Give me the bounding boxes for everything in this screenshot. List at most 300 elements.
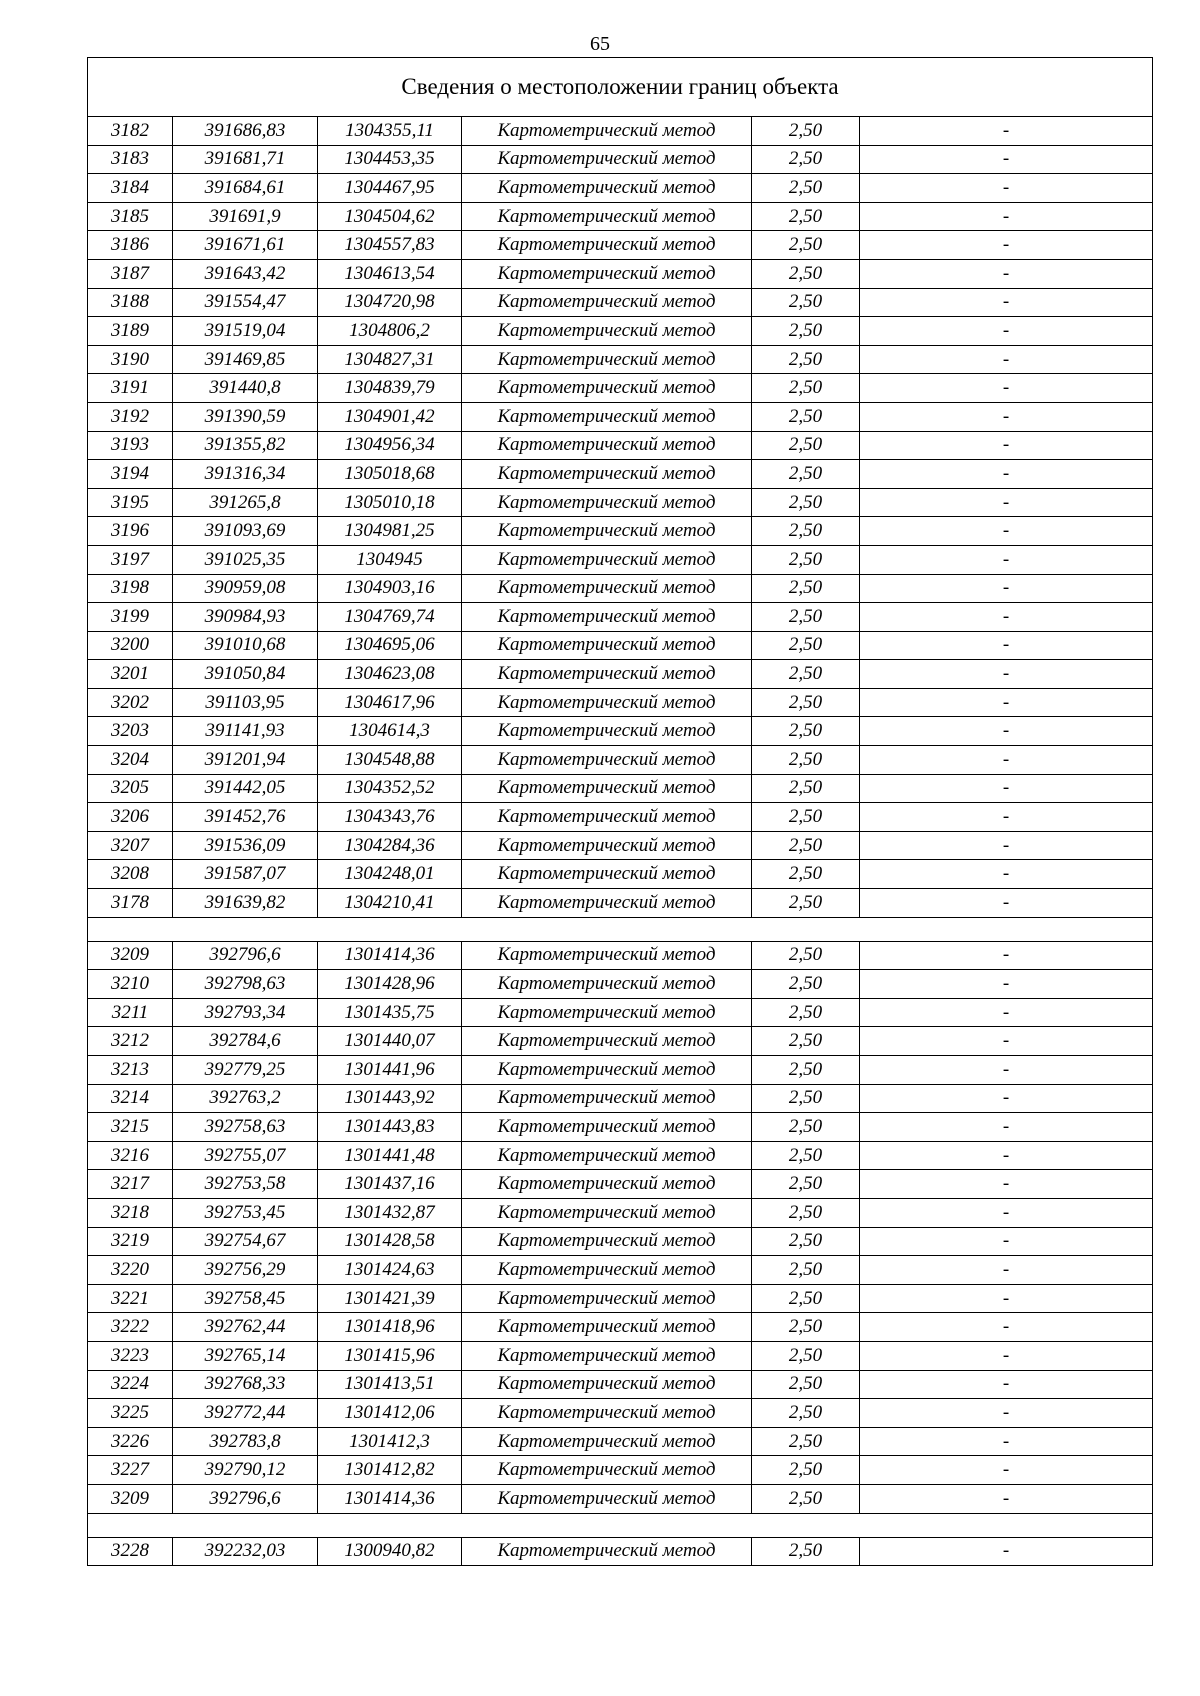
- table-row: [88, 1313, 1153, 1342]
- description-cell: -: [860, 1427, 1153, 1456]
- method-cell: Картометрический метод: [462, 259, 752, 288]
- table-body: [88, 58, 1153, 1566]
- description-cell: -: [860, 1113, 1153, 1142]
- method-cell: Картометрический метод: [462, 1141, 752, 1170]
- table-row: [88, 488, 1153, 517]
- method-cell: Картометрический метод: [462, 345, 752, 374]
- point-number-cell: 3193: [88, 431, 173, 460]
- y-coordinate-cell: 1301414,36: [318, 941, 462, 970]
- table-row: [88, 746, 1153, 775]
- accuracy-cell: 2,50: [752, 941, 860, 970]
- accuracy-cell: 2,50: [752, 431, 860, 460]
- description-cell: -: [860, 517, 1153, 546]
- table-row: [88, 860, 1153, 889]
- method-cell: Картометрический метод: [462, 774, 752, 803]
- y-coordinate-cell: 1304956,34: [318, 431, 462, 460]
- method-cell: Картометрический метод: [462, 1456, 752, 1485]
- accuracy-cell: 2,50: [752, 1537, 860, 1566]
- accuracy-cell: 2,50: [752, 117, 860, 146]
- x-coordinate-cell: 392753,58: [173, 1170, 318, 1199]
- method-cell: Картометрический метод: [462, 603, 752, 632]
- x-coordinate-cell: 391265,8: [173, 488, 318, 517]
- point-number-cell: 3203: [88, 717, 173, 746]
- accuracy-cell: 2,50: [752, 889, 860, 918]
- table-title: Сведения о местоположении границ объекта: [88, 58, 1153, 117]
- y-coordinate-cell: 1301440,07: [318, 1027, 462, 1056]
- y-coordinate-cell: 1301413,51: [318, 1370, 462, 1399]
- x-coordinate-cell: 391010,68: [173, 631, 318, 660]
- description-cell: -: [860, 1056, 1153, 1085]
- y-coordinate-cell: 1304903,16: [318, 574, 462, 603]
- point-number-cell: 3217: [88, 1170, 173, 1199]
- accuracy-cell: 2,50: [752, 1484, 860, 1513]
- y-coordinate-cell: 1304614,3: [318, 717, 462, 746]
- point-number-cell: 3222: [88, 1313, 173, 1342]
- description-cell: -: [860, 889, 1153, 918]
- description-cell: -: [860, 1313, 1153, 1342]
- point-number-cell: 3191: [88, 374, 173, 403]
- description-cell: -: [860, 1537, 1153, 1566]
- accuracy-cell: 2,50: [752, 574, 860, 603]
- description-cell: -: [860, 1170, 1153, 1199]
- table-row: [88, 1027, 1153, 1056]
- method-cell: Картометрический метод: [462, 746, 752, 775]
- description-cell: -: [860, 1456, 1153, 1485]
- y-coordinate-cell: 1301412,3: [318, 1427, 462, 1456]
- table-row: [88, 202, 1153, 231]
- accuracy-cell: 2,50: [752, 1427, 860, 1456]
- description-cell: -: [860, 1027, 1153, 1056]
- table-row: [88, 603, 1153, 632]
- method-cell: Картометрический метод: [462, 117, 752, 146]
- table-row: [88, 941, 1153, 970]
- description-cell: -: [860, 202, 1153, 231]
- method-cell: Картометрический метод: [462, 460, 752, 489]
- description-cell: -: [860, 746, 1153, 775]
- method-cell: Картометрический метод: [462, 998, 752, 1027]
- table-row: [88, 660, 1153, 689]
- y-coordinate-cell: 1304901,42: [318, 402, 462, 431]
- x-coordinate-cell: 391686,83: [173, 117, 318, 146]
- y-coordinate-cell: 1304695,06: [318, 631, 462, 660]
- accuracy-cell: 2,50: [752, 1198, 860, 1227]
- method-cell: Картометрический метод: [462, 631, 752, 660]
- separator-row: [88, 1513, 1153, 1537]
- point-number-cell: 3213: [88, 1056, 173, 1085]
- table-row: [88, 774, 1153, 803]
- table-row: [88, 1056, 1153, 1085]
- description-cell: -: [860, 288, 1153, 317]
- table-row: [88, 374, 1153, 403]
- point-number-cell: 3200: [88, 631, 173, 660]
- y-coordinate-cell: 1300940,82: [318, 1537, 462, 1566]
- y-coordinate-cell: 1304623,08: [318, 660, 462, 689]
- y-coordinate-cell: 1301432,87: [318, 1198, 462, 1227]
- description-cell: -: [860, 345, 1153, 374]
- accuracy-cell: 2,50: [752, 1313, 860, 1342]
- table-row: [88, 1227, 1153, 1256]
- accuracy-cell: 2,50: [752, 317, 860, 346]
- description-cell: -: [860, 717, 1153, 746]
- description-cell: -: [860, 941, 1153, 970]
- point-number-cell: 3216: [88, 1141, 173, 1170]
- point-number-cell: 3183: [88, 145, 173, 174]
- separator-row: [88, 917, 1153, 941]
- table-row: [88, 1141, 1153, 1170]
- y-coordinate-cell: 1304453,35: [318, 145, 462, 174]
- boundary-coordinates-table: [87, 57, 1153, 1566]
- method-cell: Картометрический метод: [462, 402, 752, 431]
- x-coordinate-cell: 391671,61: [173, 231, 318, 260]
- description-cell: -: [860, 1370, 1153, 1399]
- x-coordinate-cell: 392758,63: [173, 1113, 318, 1142]
- table-row: [88, 1284, 1153, 1313]
- table-row: [88, 889, 1153, 918]
- description-cell: -: [860, 860, 1153, 889]
- point-number-cell: 3228: [88, 1537, 173, 1566]
- y-coordinate-cell: 1301424,63: [318, 1256, 462, 1285]
- point-number-cell: 3212: [88, 1027, 173, 1056]
- accuracy-cell: 2,50: [752, 231, 860, 260]
- point-number-cell: 3187: [88, 259, 173, 288]
- x-coordinate-cell: 392768,33: [173, 1370, 318, 1399]
- point-number-cell: 3219: [88, 1227, 173, 1256]
- table-row: [88, 288, 1153, 317]
- accuracy-cell: 2,50: [752, 746, 860, 775]
- accuracy-cell: 2,50: [752, 174, 860, 203]
- x-coordinate-cell: 391554,47: [173, 288, 318, 317]
- x-coordinate-cell: 392784,6: [173, 1027, 318, 1056]
- method-cell: Картометрический метод: [462, 889, 752, 918]
- table-row: [88, 1170, 1153, 1199]
- description-cell: -: [860, 970, 1153, 999]
- accuracy-cell: 2,50: [752, 774, 860, 803]
- y-coordinate-cell: 1301412,82: [318, 1456, 462, 1485]
- method-cell: Картометрический метод: [462, 545, 752, 574]
- point-number-cell: 3205: [88, 774, 173, 803]
- point-number-cell: 3210: [88, 970, 173, 999]
- y-coordinate-cell: 1304806,2: [318, 317, 462, 346]
- table-row: [88, 1341, 1153, 1370]
- table-title-row: [88, 58, 1153, 117]
- table-row: [88, 1198, 1153, 1227]
- method-cell: Картометрический метод: [462, 970, 752, 999]
- y-coordinate-cell: 1304467,95: [318, 174, 462, 203]
- table-row: [88, 402, 1153, 431]
- x-coordinate-cell: 391355,82: [173, 431, 318, 460]
- table-row: [88, 1456, 1153, 1485]
- point-number-cell: 3209: [88, 941, 173, 970]
- y-coordinate-cell: 1304720,98: [318, 288, 462, 317]
- method-cell: Картометрический метод: [462, 717, 752, 746]
- table-row: [88, 998, 1153, 1027]
- method-cell: Картометрический метод: [462, 803, 752, 832]
- accuracy-cell: 2,50: [752, 970, 860, 999]
- description-cell: -: [860, 603, 1153, 632]
- accuracy-cell: 2,50: [752, 374, 860, 403]
- description-cell: -: [860, 1341, 1153, 1370]
- method-cell: Картометрический метод: [462, 1313, 752, 1342]
- y-coordinate-cell: 1304248,01: [318, 860, 462, 889]
- table-row: [88, 1084, 1153, 1113]
- accuracy-cell: 2,50: [752, 998, 860, 1027]
- accuracy-cell: 2,50: [752, 1084, 860, 1113]
- table-row: [88, 688, 1153, 717]
- accuracy-cell: 2,50: [752, 1113, 860, 1142]
- table-row: [88, 431, 1153, 460]
- description-cell: -: [860, 431, 1153, 460]
- method-cell: Картометрический метод: [462, 1113, 752, 1142]
- y-coordinate-cell: 1304769,74: [318, 603, 462, 632]
- point-number-cell: 3192: [88, 402, 173, 431]
- method-cell: Картометрический метод: [462, 145, 752, 174]
- method-cell: Картометрический метод: [462, 1056, 752, 1085]
- point-number-cell: 3178: [88, 889, 173, 918]
- point-number-cell: 3188: [88, 288, 173, 317]
- accuracy-cell: 2,50: [752, 803, 860, 832]
- y-coordinate-cell: 1304839,79: [318, 374, 462, 403]
- accuracy-cell: 2,50: [752, 1341, 860, 1370]
- point-number-cell: 3218: [88, 1198, 173, 1227]
- method-cell: Картометрический метод: [462, 231, 752, 260]
- y-coordinate-cell: 1301414,36: [318, 1484, 462, 1513]
- description-cell: -: [860, 259, 1153, 288]
- point-number-cell: 3206: [88, 803, 173, 832]
- y-coordinate-cell: 1304352,52: [318, 774, 462, 803]
- description-cell: -: [860, 803, 1153, 832]
- y-coordinate-cell: 1304827,31: [318, 345, 462, 374]
- table-row: [88, 259, 1153, 288]
- x-coordinate-cell: 391093,69: [173, 517, 318, 546]
- accuracy-cell: 2,50: [752, 1227, 860, 1256]
- description-cell: -: [860, 631, 1153, 660]
- y-coordinate-cell: 1301418,96: [318, 1313, 462, 1342]
- method-cell: Картометрический метод: [462, 831, 752, 860]
- accuracy-cell: 2,50: [752, 402, 860, 431]
- accuracy-cell: 2,50: [752, 288, 860, 317]
- y-coordinate-cell: 1305010,18: [318, 488, 462, 517]
- x-coordinate-cell: 392798,63: [173, 970, 318, 999]
- accuracy-cell: 2,50: [752, 603, 860, 632]
- table-row: [88, 717, 1153, 746]
- x-coordinate-cell: 392758,45: [173, 1284, 318, 1313]
- point-number-cell: 3223: [88, 1341, 173, 1370]
- x-coordinate-cell: 391643,42: [173, 259, 318, 288]
- table-row: [88, 545, 1153, 574]
- point-number-cell: 3204: [88, 746, 173, 775]
- y-coordinate-cell: 1301421,39: [318, 1284, 462, 1313]
- y-coordinate-cell: 1304343,76: [318, 803, 462, 832]
- x-coordinate-cell: 391519,04: [173, 317, 318, 346]
- method-cell: Картометрический метод: [462, 1227, 752, 1256]
- y-coordinate-cell: 1301443,83: [318, 1113, 462, 1142]
- description-cell: -: [860, 1227, 1153, 1256]
- method-cell: Картометрический метод: [462, 1537, 752, 1566]
- point-number-cell: 3211: [88, 998, 173, 1027]
- description-cell: -: [860, 117, 1153, 146]
- x-coordinate-cell: 391103,95: [173, 688, 318, 717]
- accuracy-cell: 2,50: [752, 1399, 860, 1428]
- point-number-cell: 3199: [88, 603, 173, 632]
- point-number-cell: 3209: [88, 1484, 173, 1513]
- accuracy-cell: 2,50: [752, 860, 860, 889]
- y-coordinate-cell: 1301441,96: [318, 1056, 462, 1085]
- method-cell: Картометрический метод: [462, 1341, 752, 1370]
- point-number-cell: 3196: [88, 517, 173, 546]
- x-coordinate-cell: 391681,71: [173, 145, 318, 174]
- accuracy-cell: 2,50: [752, 460, 860, 489]
- x-coordinate-cell: 391025,35: [173, 545, 318, 574]
- table-row: [88, 831, 1153, 860]
- y-coordinate-cell: 1304210,41: [318, 889, 462, 918]
- y-coordinate-cell: 1301415,96: [318, 1341, 462, 1370]
- x-coordinate-cell: 392762,44: [173, 1313, 318, 1342]
- x-coordinate-cell: 392793,34: [173, 998, 318, 1027]
- x-coordinate-cell: 391390,59: [173, 402, 318, 431]
- y-coordinate-cell: 1304284,36: [318, 831, 462, 860]
- x-coordinate-cell: 392783,8: [173, 1427, 318, 1456]
- point-number-cell: 3194: [88, 460, 173, 489]
- table-row: [88, 803, 1153, 832]
- accuracy-cell: 2,50: [752, 1456, 860, 1485]
- x-coordinate-cell: 391639,82: [173, 889, 318, 918]
- y-coordinate-cell: 1304617,96: [318, 688, 462, 717]
- x-coordinate-cell: 392772,44: [173, 1399, 318, 1428]
- description-cell: -: [860, 774, 1153, 803]
- point-number-cell: 3185: [88, 202, 173, 231]
- point-number-cell: 3215: [88, 1113, 173, 1142]
- x-coordinate-cell: 391442,05: [173, 774, 318, 803]
- separator-cell: [88, 1513, 1153, 1537]
- description-cell: -: [860, 460, 1153, 489]
- description-cell: -: [860, 574, 1153, 603]
- separator-cell: [88, 917, 1153, 941]
- description-cell: -: [860, 545, 1153, 574]
- description-cell: -: [860, 1256, 1153, 1285]
- table-row: [88, 1537, 1153, 1566]
- y-coordinate-cell: 1301412,06: [318, 1399, 462, 1428]
- method-cell: Картометрический метод: [462, 174, 752, 203]
- y-coordinate-cell: 1304548,88: [318, 746, 462, 775]
- y-coordinate-cell: 1305018,68: [318, 460, 462, 489]
- method-cell: Картометрический метод: [462, 941, 752, 970]
- y-coordinate-cell: 1301443,92: [318, 1084, 462, 1113]
- method-cell: Картометрический метод: [462, 1084, 752, 1113]
- accuracy-cell: 2,50: [752, 145, 860, 174]
- point-number-cell: 3198: [88, 574, 173, 603]
- point-number-cell: 3227: [88, 1456, 173, 1485]
- description-cell: -: [860, 1484, 1153, 1513]
- method-cell: Картометрический метод: [462, 1198, 752, 1227]
- point-number-cell: 3186: [88, 231, 173, 260]
- point-number-cell: 3202: [88, 688, 173, 717]
- description-cell: -: [860, 831, 1153, 860]
- point-number-cell: 3195: [88, 488, 173, 517]
- point-number-cell: 3220: [88, 1256, 173, 1285]
- accuracy-cell: 2,50: [752, 1141, 860, 1170]
- method-cell: Картометрический метод: [462, 1399, 752, 1428]
- x-coordinate-cell: 391587,07: [173, 860, 318, 889]
- table-row: [88, 1256, 1153, 1285]
- table-row: [88, 970, 1153, 999]
- point-number-cell: 3226: [88, 1427, 173, 1456]
- description-cell: -: [860, 231, 1153, 260]
- point-number-cell: 3201: [88, 660, 173, 689]
- accuracy-cell: 2,50: [752, 488, 860, 517]
- table-row: [88, 174, 1153, 203]
- table-row: [88, 317, 1153, 346]
- accuracy-cell: 2,50: [752, 1170, 860, 1199]
- x-coordinate-cell: 391536,09: [173, 831, 318, 860]
- description-cell: -: [860, 374, 1153, 403]
- description-cell: -: [860, 1284, 1153, 1313]
- table-row: [88, 631, 1153, 660]
- y-coordinate-cell: 1304945: [318, 545, 462, 574]
- method-cell: Картометрический метод: [462, 488, 752, 517]
- x-coordinate-cell: 392796,6: [173, 1484, 318, 1513]
- accuracy-cell: 2,50: [752, 717, 860, 746]
- x-coordinate-cell: 391469,85: [173, 345, 318, 374]
- page-number: 65: [590, 33, 610, 55]
- point-number-cell: 3207: [88, 831, 173, 860]
- method-cell: Картометрический метод: [462, 1284, 752, 1313]
- description-cell: -: [860, 1084, 1153, 1113]
- accuracy-cell: 2,50: [752, 259, 860, 288]
- table-row: [88, 1113, 1153, 1142]
- x-coordinate-cell: 392753,45: [173, 1198, 318, 1227]
- method-cell: Картометрический метод: [462, 288, 752, 317]
- accuracy-cell: 2,50: [752, 1256, 860, 1285]
- method-cell: Картометрический метод: [462, 374, 752, 403]
- x-coordinate-cell: 391316,34: [173, 460, 318, 489]
- x-coordinate-cell: 391691,9: [173, 202, 318, 231]
- y-coordinate-cell: 1301435,75: [318, 998, 462, 1027]
- method-cell: Картометрический метод: [462, 688, 752, 717]
- description-cell: -: [860, 317, 1153, 346]
- x-coordinate-cell: 392796,6: [173, 941, 318, 970]
- x-coordinate-cell: 391440,8: [173, 374, 318, 403]
- accuracy-cell: 2,50: [752, 1027, 860, 1056]
- y-coordinate-cell: 1304355,11: [318, 117, 462, 146]
- description-cell: -: [860, 488, 1153, 517]
- point-number-cell: 3190: [88, 345, 173, 374]
- x-coordinate-cell: 391201,94: [173, 746, 318, 775]
- x-coordinate-cell: 392755,07: [173, 1141, 318, 1170]
- x-coordinate-cell: 391452,76: [173, 803, 318, 832]
- method-cell: Картометрический метод: [462, 517, 752, 546]
- x-coordinate-cell: 392754,67: [173, 1227, 318, 1256]
- method-cell: Картометрический метод: [462, 860, 752, 889]
- y-coordinate-cell: 1301441,48: [318, 1141, 462, 1170]
- x-coordinate-cell: 392763,2: [173, 1084, 318, 1113]
- method-cell: Картометрический метод: [462, 1484, 752, 1513]
- description-cell: -: [860, 660, 1153, 689]
- table-row: [88, 231, 1153, 260]
- table-row: [88, 517, 1153, 546]
- method-cell: Картометрический метод: [462, 202, 752, 231]
- y-coordinate-cell: 1301437,16: [318, 1170, 462, 1199]
- table-row: [88, 1370, 1153, 1399]
- table-row: [88, 1399, 1153, 1428]
- accuracy-cell: 2,50: [752, 545, 860, 574]
- point-number-cell: 3224: [88, 1370, 173, 1399]
- point-number-cell: 3225: [88, 1399, 173, 1428]
- table-row: [88, 1427, 1153, 1456]
- accuracy-cell: 2,50: [752, 517, 860, 546]
- table-row: [88, 117, 1153, 146]
- description-cell: -: [860, 174, 1153, 203]
- method-cell: Картометрический метод: [462, 1427, 752, 1456]
